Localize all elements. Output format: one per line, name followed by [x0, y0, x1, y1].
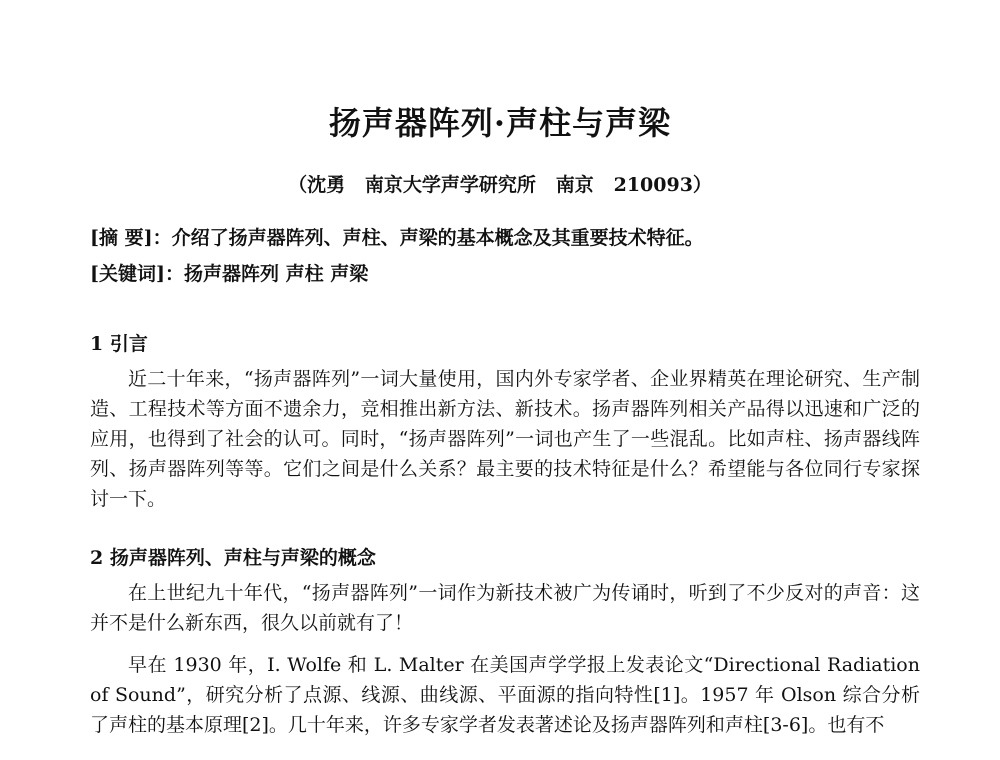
- section-2-heading: 2 扬声器阵列、声柱与声梁的概念: [90, 547, 376, 569]
- keywords-label: [关键词]：: [90, 263, 184, 285]
- section-2-paragraph-1: 在上世纪九十年代，“扬声器阵列”一词作为新技术被广为传诵时，听到了不少反对的声音：这并不是什么新东西，很久以前就有了！: [90, 582, 920, 634]
- keywords-text: 扬声器阵列 声柱 声梁: [183, 263, 369, 285]
- author-affiliation: （沈勇 南京大学声学研究所 南京 210093）: [288, 174, 712, 196]
- abstract-label: [摘 要]：: [90, 227, 172, 249]
- keywords-line: [90, 260, 368, 288]
- abstract-text: 介绍了扬声器阵列、声柱、声梁的基本概念及其重要技术特征。: [171, 227, 704, 249]
- abstract-line: [90, 224, 704, 252]
- section-1-paragraph: 近二十年来，“扬声器阵列”一词大量使用，国内外专家学者、企业界精英在理论研究、生产制造、工程技术等方面不遗余力，竞相推出新方法、新技术。扬声器阵列相关产品得以迅速和广泛的应用，也得到了社会的认可。同时，“扬声器阵列”一词也产生了一些混乱。比如声柱、扬声器线阵列、扬声器阵列等等。它们之间是什么关系？最主要的技术特征是什么？希望能与各位同行专家探讨一下。: [90, 368, 920, 510]
- section-2-paragraph-2: 早在 1930 年，I. Wolfe 和 L. Malter 在美国声学学报上发表论文“Directional Radiation of Sound”，研究分析了点源、线源、曲线源、平面源的指向特性[1]。1957 年 Olson 综合分析了声柱的基本原理[2]。几十年来，许多专家学者发表著述论及扬声器阵列和声柱[3-6]。也有不: [90, 654, 920, 736]
- section-1-heading: 1 引言: [90, 333, 148, 355]
- paper-title: 扬声器阵列·声柱与声梁: [328, 104, 672, 142]
